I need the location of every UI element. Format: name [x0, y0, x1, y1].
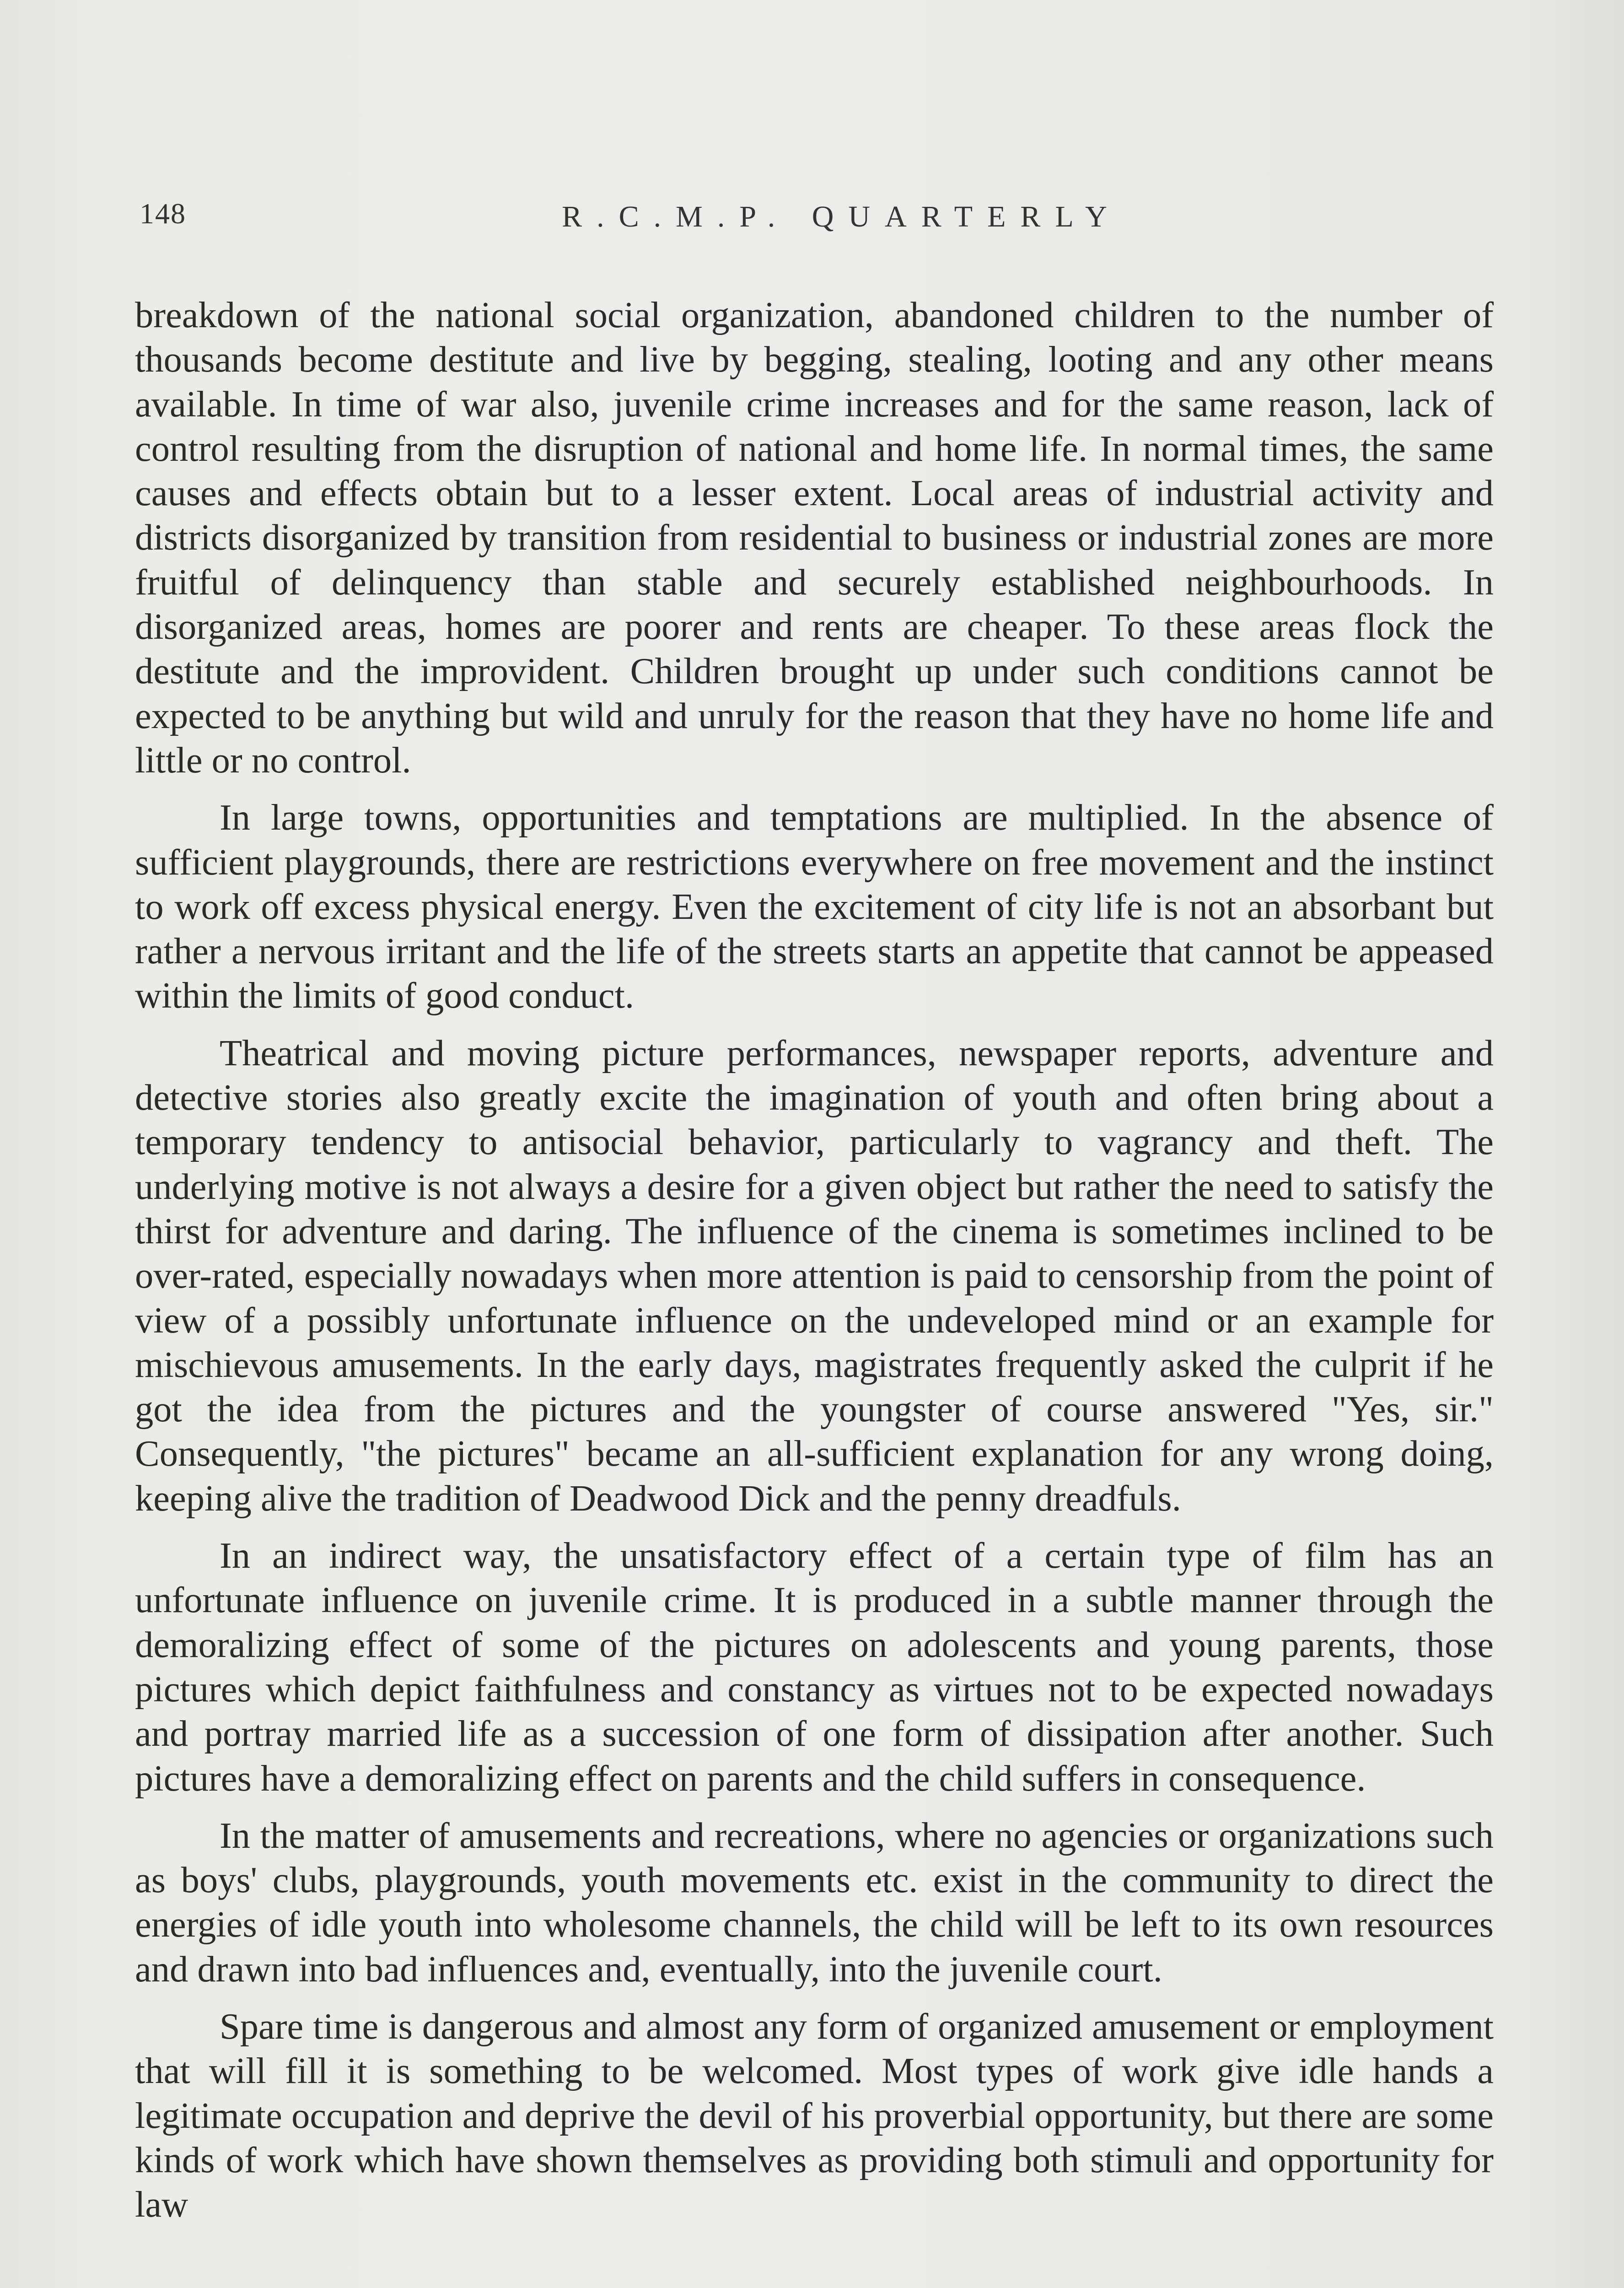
paragraph-2: In large towns, opportunities and temptations are multiplied. In the absence of sufficient playgrounds, there are restrictions everywhere on free movement and the instinct to work off excess physical energy. Even the excitement of city life is not an absorbant but rather a nervous irritant and the life of the streets starts an appetite that cannot be appeased within the limits of good conduct. [135, 797, 1494, 1016]
running-title: R.C.M.P. QUARTERLY [562, 200, 1122, 233]
paragraph-1: breakdown of the national social organization, abandoned children to the number of thousands become destitute and live by begging, stealing, looting and any other means available. In time of war also, juvenile crime increases and for the same reason, lack of control resulting from the disruption of national and home life. In normal times, the same causes and effects obtain but to a lesser extent. Local areas of industrial activity and districts disorganized by transition from residential to business or industrial zones are more fruitful of delinquency than stable and securely established neighbourhoods. In disorganized areas, homes are poorer and rents are cheaper. To these areas flock the destitute and the improvident. Children brought up under such conditions cannot be expected to be anything but wild and unruly for the reason that they have no home life and little or no control. [135, 295, 1494, 781]
paragraph-6: Spare time is dangerous and almost any form of organized amusement or employment that will fill it is something to be welcomed. Most types of work give idle hands a legitimate occupation and deprive the devil of his proverbial opportunity, but there are some kinds of work which have shown themselves as providing both stimuli and opportunity for law [135, 2006, 1494, 2225]
paragraph-4: In an indirect way, the unsatisfactory effect of a certain type of film has an unfortunate influence on juvenile crime. It is produced in a subtle manner through the demoralizing effect of some of the pictures on adolescents and young parents, those pictures which depict faithfulness and constancy as virtues not to be expected nowadays and portray married life as a succession of one form of dissipation after another. Such pictures have a demoralizing effect on parents and the child suffers in consequence. [135, 1535, 1494, 1799]
page-header [135, 197, 1494, 252]
article-body [135, 293, 1494, 2239]
page-number: 148 [140, 197, 186, 230]
paragraph-3: Theatrical and moving picture performances, newspaper reports, adventure and detective stories also greatly excite the imagination of youth and often bring about a temporary tendency to antisocial behavior, particularly to vagrancy and theft. The underlying motive is not always a desire for a given object but rather the need to satisfy the thirst for adventure and daring. The influence of the cinema is sometimes inclined to be over-rated, especially nowadays when more attention is paid to censorship from the point of view of a possibly unfortunate influence on the undeveloped mind or an example for mischievous amusements. In the early days, magistrates frequently asked the culprit if he got the idea from the pictures and the youngster of course answered "Yes, sir." Consequently, "the pictures" became an all-sufficient explanation for any wrong doing, keeping alive the tradition of Deadwood Dick and the penny dreadfuls. [135, 1032, 1494, 1519]
paragraph-5: In the matter of amusements and recreations, where no agencies or organizations such as boys' clubs, playgrounds, youth movements etc. exist in the community to direct the energies of idle youth into wholesome channels, the child will be left to its own resources and drawn into bad influences and, eventually, into the juvenile court. [135, 1815, 1494, 1990]
